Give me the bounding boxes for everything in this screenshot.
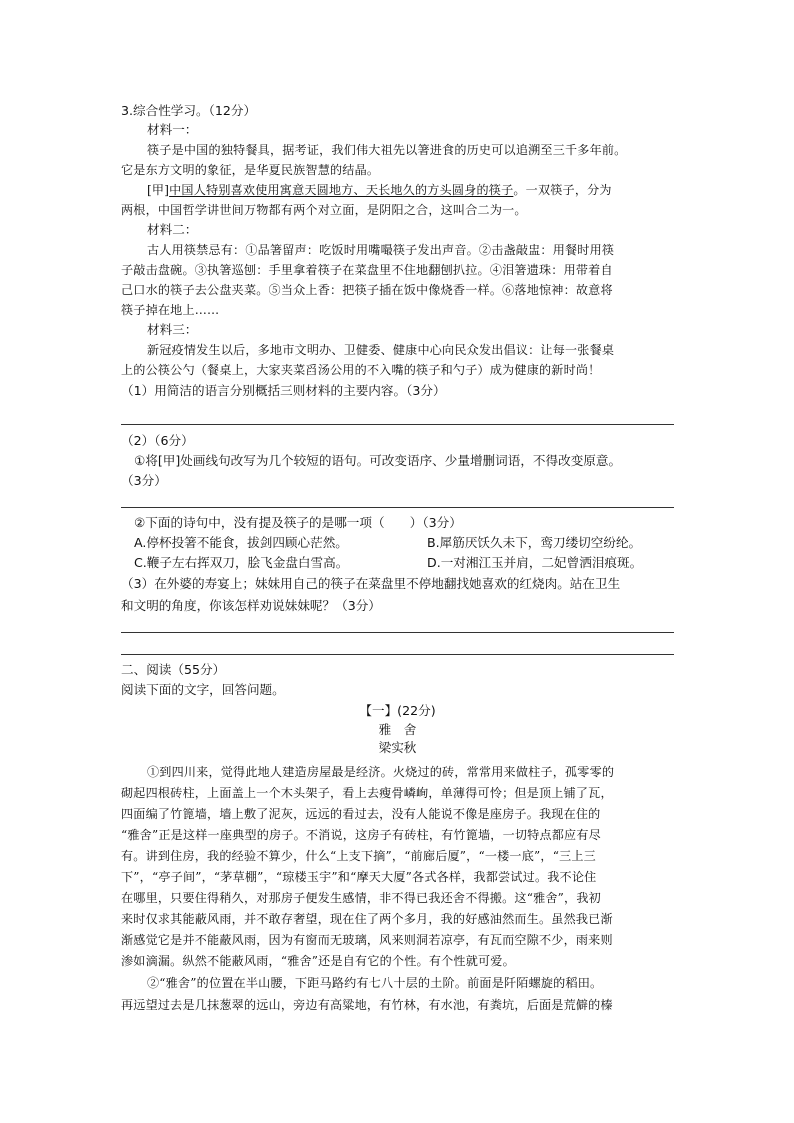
material-2-text: 筷子掉在地上…… — [121, 303, 220, 317]
paragraph-line: 渐感觉它是并不能蔽风雨，因为有窗而无玻璃，风来则洞若凉亭，有瓦而空隙不少，雨来则 — [121, 933, 613, 947]
material-1-text: 两根，中国哲学讲世间万物都有两个对立面，是阴阳之合，这叫合二为一。 — [121, 203, 527, 217]
material-3-text: 上的公筷公勺（餐桌上，大家夹菜舀汤公用的不入嘴的筷子和勺子）成为健康的新时尚！ — [121, 363, 601, 377]
option-b: B.犀筋厌饫久未下，鸾刀缕切空纷纶。 — [427, 535, 642, 550]
paragraph-line: 有。讲到住房，我的经验不算少，什么“上支下摘”，“前廊后厦”，“一楼一底”，“三上三 — [121, 849, 596, 863]
answer-line[interactable] — [121, 507, 674, 508]
question-3-title: 3.综合性学习。（12分） — [121, 103, 257, 118]
essay-title: 雅 舍 — [378, 722, 417, 737]
material-3-label: 材料三： — [147, 322, 198, 337]
underlined-sentence: 中国人特别喜欢使用寓意天圆地方、天长地久的方头圆身的筷子 — [169, 183, 514, 197]
material-1-paragraph-2 — [147, 181, 612, 199]
paragraph-line: 砌起四根砖柱，上面盖上一个木头架子，看上去瘦骨嶙峋，单薄得可怜；但是顶上铺了瓦， — [121, 786, 613, 800]
material-3-text: 新冠疫情发生以后，多地市文明办、卫健委、健康中心向民众发出倡议：让每一张餐桌 — [147, 343, 615, 357]
option-a: A.停杯投箸不能食，拔剑四顾心茫然。 — [134, 535, 348, 550]
material-2-text: 己口水的筷子去公盘夹菜。⑤当众上香：把筷子插在饭中像烧香一样。⑥落地惊神：故意将 — [121, 283, 613, 297]
paragraph-line: 四面编了竹篦墙，墙上敷了泥灰，远远的看过去，没有人能说不像是座房子。我现在住的 — [121, 807, 601, 821]
reading-instruction: 阅读下面的文字，回答问题。 — [121, 682, 285, 697]
material-1-text: 它是东方文明的象征，是华夏民族智慧的结晶。 — [121, 163, 380, 177]
option-d: D.一对湘江玉并肩，二妃曾洒泪痕斑。 — [427, 555, 643, 570]
material-1-label: 材料一： — [147, 122, 198, 137]
sub-question-3: （3）在外婆的寿宴上；妹妹用自己的筷子在菜盘里不停地翻找她喜欢的红烧肉。站在卫生 — [121, 576, 621, 591]
answer-line[interactable] — [121, 654, 674, 655]
part-heading: 【一】(22分) — [359, 703, 436, 718]
paragraph-line: “雅舍”正是这样一座典型的房子。不消说，这房子有砖柱，有竹篦墙，一切特点都应有尽 — [121, 828, 601, 842]
section-title: 二、阅读（55分） — [121, 662, 226, 677]
answer-line[interactable] — [121, 632, 674, 633]
sub-question-1: （1）用简洁的语言分别概括三则材料的主要内容。（3分） — [121, 383, 446, 398]
sub-question-2-label: （2）（6分） — [121, 433, 194, 448]
paragraph-line: 来时仅求其能蔽风雨，并不敢存奢望，现在住了两个多月，我的好感油然而生。虽然我已渐 — [121, 912, 613, 926]
option-c: C.鞭子左右挥双刀，脍飞金盘白雪高。 — [134, 555, 349, 570]
answer-line[interactable] — [121, 424, 674, 425]
material-2-text: 古人用筷禁忌有：①品箸留声：吃饭时用嘴嘬筷子发出声音。②击盏敲盅：用餐时用筷 — [147, 243, 615, 257]
paragraph-line: 下”，“亭子间”，“茅草棚”，“琼楼玉宇”和“摩天大厦”各式各样，我都尝试过。我不论住 — [121, 870, 597, 884]
sub-question-2a-score: （3分） — [121, 473, 167, 488]
paragraph-line: 在哪里，只要住得稍久，对那房子便发生感情，非不得已我还舍不得搬。这“雅舍”，我初 — [121, 891, 601, 905]
sub-question-2b: ②下面的诗句中，没有提及筷子的是哪一项（ ）（3分） — [134, 515, 462, 530]
paragraph-line: ②“雅舍”的位置在半山腰，下距马路约有七八十层的土阶。前面是阡陌螺旋的稻田。 — [147, 976, 603, 990]
material-2-text: 子敲击盘碗。③执箸巡刨：手里拿着筷子在菜盘里不住地翻刨扒拉。④泪箸遗珠：用带着自 — [121, 263, 613, 277]
jia-marker: [甲] — [147, 183, 170, 197]
paragraph-line: ①到四川来，觉得此地人建造房屋最是经济。火烧过的砖，常常用来做柱子，孤零零的 — [147, 765, 615, 779]
paragraph-line: 再远望过去是几抹葱翠的远山，旁边有高粱地，有竹林，有水池，有粪坑，后面是荒僻的榛 — [121, 998, 613, 1012]
sentence-rest: 。一双筷子，分为 — [513, 183, 612, 197]
paragraph-line: 渗如滴漏。纵然不能蔽风雨，“雅舍”还是自有它的个性。有个性就可爱。 — [121, 954, 515, 968]
sub-question-3: 和文明的角度，你该怎样劝说妹妹呢？（3分） — [121, 598, 381, 613]
material-2-label: 材料二： — [147, 222, 198, 237]
material-1-text: 筷子是中国的独特餐具，据考证，我们伟大祖先以箸进食的历史可以追溯至三千多年前。 — [147, 143, 627, 157]
essay-author: 梁实秋 — [378, 740, 417, 755]
sub-question-2a: ①将[甲]处画线句改写为几个较短的语句。可改变语序、少量增删词语，不得改变原意。 — [134, 453, 622, 468]
